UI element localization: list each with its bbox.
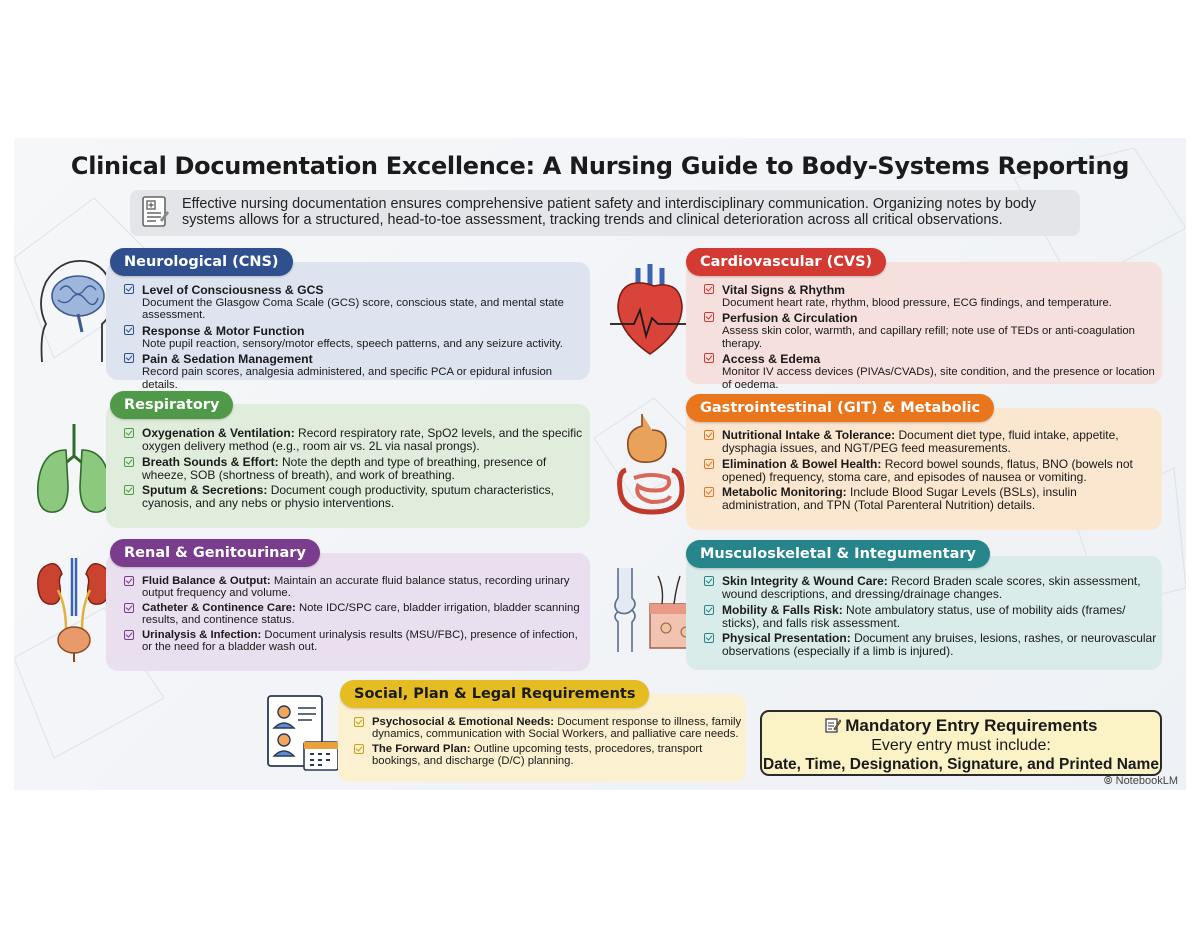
checkbox-icon bbox=[704, 487, 714, 497]
social-list bbox=[354, 716, 742, 770]
item-heading: Vital Signs & Rhythm bbox=[722, 283, 846, 297]
intro-banner bbox=[130, 190, 1080, 236]
musc-title: Musculoskeletal & Integumentary bbox=[686, 540, 990, 568]
item-text: Document response to illness, family dynamics, communication with Social Workers, and palliative care needs. bbox=[372, 716, 742, 741]
item-heading: Nutritional Intake & Tolerance: bbox=[722, 428, 896, 442]
item-text: Monitor IV access devices (PIVAs/CVADs), site condition, and the presence or location of oedema. bbox=[722, 366, 1155, 391]
clipboard-calendar-icon bbox=[264, 694, 342, 774]
checkbox-icon bbox=[704, 633, 714, 643]
checkbox-icon bbox=[124, 284, 134, 294]
page-title: Clinical Documentation Excellence: A Nursing Guide to Body-Systems Reporting bbox=[70, 152, 1130, 180]
item-heading: Metabolic Monitoring: bbox=[722, 485, 847, 500]
mandatory-title bbox=[762, 716, 1160, 736]
mandatory-list: Date, Time, Designation, Signature, and Printed Name bbox=[763, 756, 1159, 773]
lungs-icon bbox=[32, 420, 116, 518]
item-heading: Mobility & Falls Risk: bbox=[722, 602, 843, 617]
checkbox-icon bbox=[124, 576, 134, 586]
item-heading: Skin Integrity & Wound Care: bbox=[722, 574, 888, 588]
list-item bbox=[704, 311, 1158, 350]
list-item bbox=[704, 458, 1158, 485]
notebooklm-watermark bbox=[1104, 775, 1178, 788]
list-item bbox=[704, 283, 1158, 309]
list-item bbox=[354, 743, 742, 768]
social-title: Social, Plan & Legal Requirements bbox=[340, 680, 649, 708]
intro-text: Effective nursing documentation ensures comprehensive patient safety and interdisciplinary communication. Organizing notes by body systems allows for a structured, head-to-toe assessment, tracking trends and clinical deterioration across all critical observations. bbox=[182, 196, 1037, 228]
mandatory-title-text: Mandatory Entry Requirements bbox=[845, 716, 1098, 735]
item-heading: Urinalysis & Infection: bbox=[142, 628, 262, 641]
list-item bbox=[124, 456, 586, 483]
item-text: Maintain an accurate fluid balance status, recording urinary output frequency and volume. bbox=[142, 575, 570, 600]
checkbox-icon bbox=[124, 325, 134, 335]
cvs-title: Cardiovascular (CVS) bbox=[686, 248, 886, 276]
mandatory-subtitle: Every entry must include: bbox=[871, 737, 1051, 754]
list-item bbox=[704, 486, 1158, 513]
checkbox-icon bbox=[354, 744, 364, 754]
item-text: Document the Glasgow Coma Scale (GCS) score, conscious state, and mental state assessment. bbox=[142, 297, 564, 322]
checkbox-icon bbox=[124, 603, 134, 613]
item-heading: Elimination & Bowel Health: bbox=[722, 456, 882, 471]
item-heading: Level of Consciousness & GCS bbox=[142, 283, 324, 297]
checkbox-icon bbox=[704, 605, 714, 615]
item-heading: Fluid Balance & Output: bbox=[142, 575, 271, 587]
musc-list bbox=[704, 575, 1158, 661]
item-heading: Oxygenation & Ventilation: bbox=[142, 426, 295, 440]
list-item bbox=[124, 602, 586, 627]
checkbox-icon bbox=[124, 457, 134, 467]
cns-title: Neurological (CNS) bbox=[110, 248, 293, 276]
list-item bbox=[124, 352, 586, 391]
infographic bbox=[14, 138, 1186, 790]
git-list bbox=[704, 429, 1158, 515]
item-text: Record bowel sounds, flatus, BNO (bowels not opened) frequency, stoma care, and episodes of nausea or vomiting. bbox=[722, 456, 1133, 484]
item-text: Include Blood Sugar Levels (BSLs), insulin administration, and TPN (Total Parenteral Nutrition) details. bbox=[722, 485, 1077, 513]
item-text: Note ambulatory status, use of mobility aids (frames/ sticks), and falls risk assessment. bbox=[722, 602, 1126, 630]
item-heading: Catheter & Continence Care: bbox=[142, 601, 296, 614]
list-item bbox=[704, 429, 1158, 456]
list-item bbox=[124, 484, 586, 511]
list-item bbox=[704, 604, 1158, 631]
checkbox-icon bbox=[704, 459, 714, 469]
resp-title: Respiratory bbox=[110, 391, 233, 419]
kidneys-icon bbox=[32, 556, 116, 664]
cns-list bbox=[124, 283, 586, 393]
renal-title: Renal & Genitourinary bbox=[110, 539, 320, 567]
item-heading: Response & Motor Function bbox=[142, 323, 305, 338]
checkbox-icon bbox=[124, 485, 134, 495]
checkbox-icon bbox=[704, 576, 714, 586]
list-item bbox=[704, 352, 1158, 391]
list-item bbox=[704, 575, 1158, 602]
checkbox-icon bbox=[704, 353, 714, 363]
item-heading: Access & Edema bbox=[722, 352, 821, 367]
mandatory-requirements-box bbox=[760, 710, 1162, 776]
resp-list bbox=[124, 427, 586, 513]
item-text: Document heart rate, rhythm, blood pressure, ECG findings, and temperature. bbox=[722, 297, 1112, 309]
checkbox-icon bbox=[704, 312, 714, 322]
list-item bbox=[124, 283, 586, 322]
checkbox-icon bbox=[704, 430, 714, 440]
item-text: Note pupil reaction, sensory/motor effects, speech patterns, and any seizure activity. bbox=[142, 337, 563, 350]
item-text: Note IDC/SPC care, bladder irrigation, bladder scanning results, and continence status. bbox=[142, 601, 580, 627]
item-text: Record pain scores, analgesia administered, and specific PCA or epidural infusion details. bbox=[142, 366, 553, 391]
git-title: Gastrointestinal (GIT) & Metabolic bbox=[686, 394, 994, 422]
list-item bbox=[124, 629, 586, 654]
item-text: Assess skin color, warmth, and capillary refill; note use of TEDs or anti-coagulation therapy. bbox=[722, 325, 1135, 350]
item-heading: Breath Sounds & Effort: bbox=[142, 454, 279, 469]
heart-icon bbox=[608, 262, 692, 362]
checkbox-icon bbox=[124, 353, 134, 363]
item-heading: Physical Presentation: bbox=[722, 631, 851, 646]
list-item bbox=[354, 716, 742, 741]
checkbox-icon bbox=[124, 428, 134, 438]
list-item bbox=[704, 632, 1158, 659]
stomach-icon bbox=[612, 412, 690, 518]
item-heading: Perfusion & Circulation bbox=[722, 311, 858, 326]
checkbox-icon bbox=[124, 630, 134, 640]
brain-icon bbox=[32, 254, 116, 364]
item-text: Outline upcoming tests, procedores, transport bookings, and discharge (D/C) planning. bbox=[372, 742, 703, 768]
list-item bbox=[124, 575, 586, 600]
item-text: Document any bruises, lesions, rashes, or neurovascular observations (especially if a limb is injured). bbox=[722, 631, 1157, 659]
item-text: Record Braden scale scores, skin assessment, wound descriptions, and dressing/drainage changes. bbox=[722, 574, 1141, 602]
item-text: Document urinalysis results (MSU/FBC), presence of infection, or the need for a bladder wash out. bbox=[142, 628, 578, 654]
item-heading: Psychosocial & Emotional Needs: bbox=[372, 716, 555, 728]
renal-list bbox=[124, 575, 586, 655]
checkbox-icon bbox=[354, 717, 364, 727]
list-item bbox=[124, 427, 586, 454]
document-icon bbox=[140, 194, 170, 230]
item-text: Document diet type, fluid intake, appetite, dysphagia issues, and NGT/PEG feed measurements. bbox=[722, 428, 1119, 456]
item-text: Record respiratory rate, SpO2 levels, and the specific oxygen delivery method (e.g., room air vs. 2L via nasal prongs). bbox=[142, 426, 583, 454]
notebooklm-logo-icon: ⦾ bbox=[1103, 775, 1113, 787]
item-heading: Pain & Sedation Management bbox=[142, 352, 313, 367]
checkbox-icon bbox=[704, 284, 714, 294]
item-text: Note the depth and type of breathing, presence of wheeze, SOB (shortness of breath), and work of breathing. bbox=[142, 454, 547, 482]
pencil-note-icon bbox=[825, 717, 841, 733]
item-heading: The Forward Plan: bbox=[372, 742, 471, 755]
item-heading: Sputum & Secretions: bbox=[142, 483, 268, 498]
watermark-text: NotebookLM bbox=[1115, 775, 1178, 787]
cvs-list bbox=[704, 283, 1158, 393]
item-text: Document cough productivity, sputum characteristics, cyanosis, and any nebs or physio interventions. bbox=[142, 483, 554, 511]
list-item bbox=[124, 324, 586, 350]
